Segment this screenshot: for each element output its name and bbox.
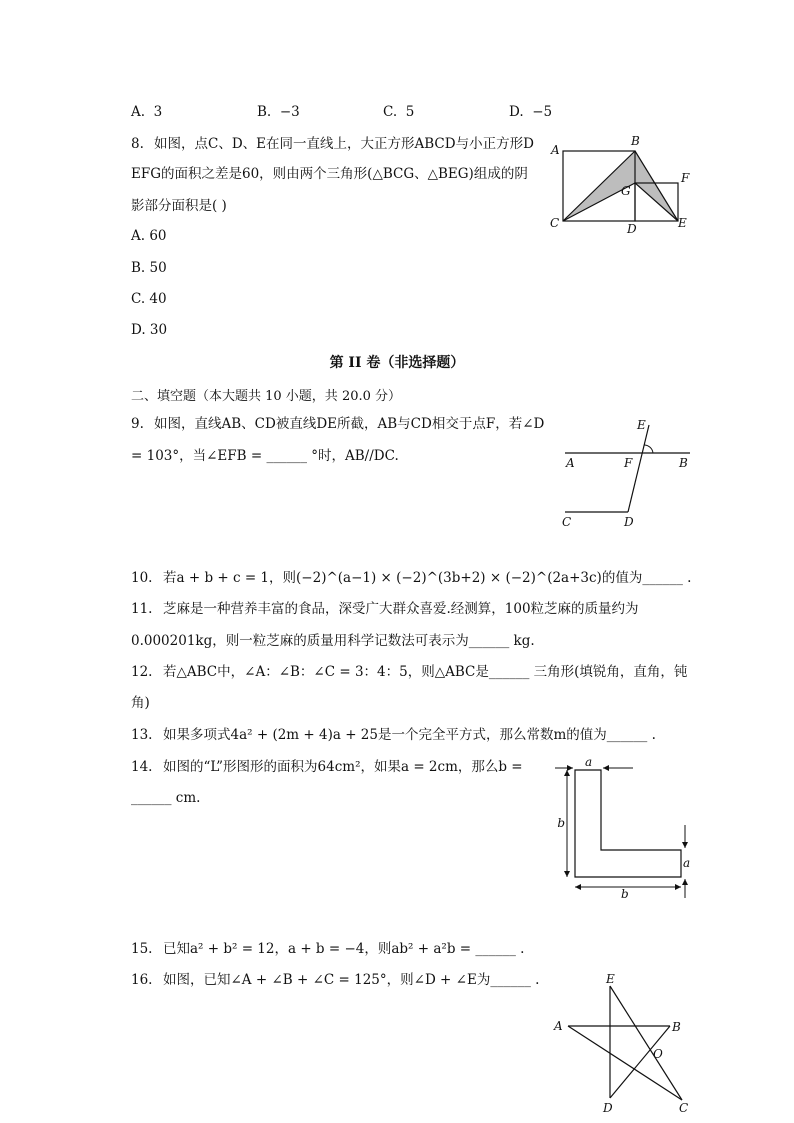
- q14-label-a-right: a: [683, 856, 691, 870]
- q11-line-1: 芝麻是一种营养丰富的食品，深受广大群众喜爱.经测算，100粒芝麻的质量约为: [163, 601, 639, 617]
- q9-figure: [560, 415, 700, 535]
- q14-line-1: 如图的“L”形图形的面积为64cm²，如果a = 2cm，那么b =: [163, 759, 523, 775]
- q14-arrowhead-b-left-top: [564, 770, 570, 776]
- q8-label-e: E: [678, 216, 687, 230]
- q10-number: 10.: [131, 570, 153, 586]
- q9-label-e: E: [637, 418, 646, 432]
- q14-arrowhead-a-top-left: [567, 765, 573, 771]
- q8-number: 8.: [131, 136, 144, 152]
- q14-label-b-bottom: b: [621, 887, 629, 901]
- q9-label-d: D: [624, 515, 634, 529]
- q16-label-c: C: [679, 1101, 689, 1115]
- q16-number: 16.: [131, 972, 153, 988]
- q9-label-b: B: [679, 456, 688, 470]
- part2-title: 第 II 卷（非选择题）: [329, 355, 465, 371]
- q14-arrowhead-b-left-bottom: [564, 871, 570, 877]
- section2-heading: 二、填空题（本大题共 10 小题，共 20.0 分）: [131, 389, 402, 404]
- q16-line-ec: [610, 986, 682, 1100]
- q8-option-b: B. 50: [131, 260, 167, 276]
- q8-figure: [540, 130, 700, 240]
- q9-line-2: = 103°，当∠EFB = ______ °时，AB//DC.: [131, 448, 399, 464]
- q14-arrowhead-b-bottom-left: [575, 884, 581, 890]
- q14-figure: [555, 755, 700, 900]
- q13-number: 13.: [131, 727, 153, 743]
- q14-arrowhead-a-right-top: [682, 842, 688, 848]
- q12-number: 12.: [131, 664, 153, 680]
- q14-label-a-top: a: [585, 755, 593, 769]
- q15-number: 15.: [131, 941, 153, 957]
- q9-number: 9.: [131, 416, 144, 432]
- q8-label-d: D: [627, 222, 637, 236]
- q8-option-c: C. 40: [131, 291, 167, 307]
- q9-label-f: F: [624, 456, 633, 470]
- q11-number: 11.: [131, 601, 153, 617]
- q16-text: 如图，已知∠A + ∠B + ∠C = 125°，则∠D + ∠E为______ .: [163, 972, 540, 988]
- q13-text: 如果多项式4a² + (2m + 4)a + 25是一个完全平方式，那么常数m的值为______ .: [163, 727, 656, 743]
- q16-label-e: E: [606, 972, 615, 986]
- q9-angle-arc: [644, 445, 653, 453]
- q7-option-a: A. 3: [131, 104, 163, 120]
- q9-line-1: 如图，直线AB、CD被直线DE所截，AB与CD相交于点F，若∠D: [154, 416, 545, 432]
- q15-text: 已知a² + b² = 12，a + b = −4，则ab² + a²b = ______ .: [163, 941, 525, 957]
- q16-figure: [550, 968, 700, 1118]
- q14-line-2: ______ cm.: [131, 790, 201, 806]
- q8-label-f: F: [681, 171, 690, 185]
- q9-label-a: A: [566, 456, 575, 470]
- q12-line-2: 角): [131, 695, 150, 711]
- q12-line-1: 若△ABC中，∠A：∠B：∠C = 3：4：5，则△ABC是______ 三角形(填锐角，直角，钝: [163, 664, 688, 680]
- q16-label-b: B: [672, 1020, 681, 1034]
- q7-option-c: C. 5: [383, 104, 415, 120]
- q8-label-c: C: [550, 216, 560, 230]
- q8-line-3: 影部分面积是( ): [131, 198, 227, 214]
- q11-line-2: 0.000201kg，则一粒芝麻的质量用科学记数法可表示为______ kg.: [131, 633, 535, 649]
- q14-arrowhead-b-bottom-right: [675, 884, 681, 890]
- q16-label-o: O: [653, 1047, 663, 1061]
- q7-option-d: D. −5: [509, 104, 553, 120]
- q8-label-g: G: [621, 184, 631, 198]
- q8-label-b: B: [631, 134, 640, 148]
- q7-option-b: B. −3: [257, 104, 300, 120]
- q8-label-a: A: [551, 143, 560, 157]
- q8-option-d: D. 30: [131, 322, 168, 338]
- q9-label-c: C: [562, 515, 572, 529]
- q16-label-a: A: [554, 1019, 563, 1033]
- q14-label-b-left: b: [557, 816, 565, 830]
- q14-number: 14.: [131, 759, 153, 775]
- q14-arrowhead-a-top-right: [603, 765, 609, 771]
- q16-label-d: D: [603, 1101, 613, 1115]
- q14-l-shape: [575, 770, 681, 877]
- q16-line-ac: [568, 1026, 682, 1100]
- q8-line-1: 如图，点C、D、E在同一直线上，大正方形ABCD与小正方形D: [154, 136, 534, 152]
- q8-line-2: EFG的面积之差是60，则由两个三角形(△BCG、△BEG)组成的阴: [131, 166, 528, 182]
- q14-arrowhead-a-right-bottom: [682, 879, 688, 885]
- q10-text: 若a + b + c = 1，则(−2)^(a−1) × (−2)^(3b+2) × (−2)^(2a+3c)的值为______ .: [163, 570, 692, 586]
- q8-option-a: A. 60: [131, 228, 167, 244]
- q16-line-db: [610, 1026, 670, 1098]
